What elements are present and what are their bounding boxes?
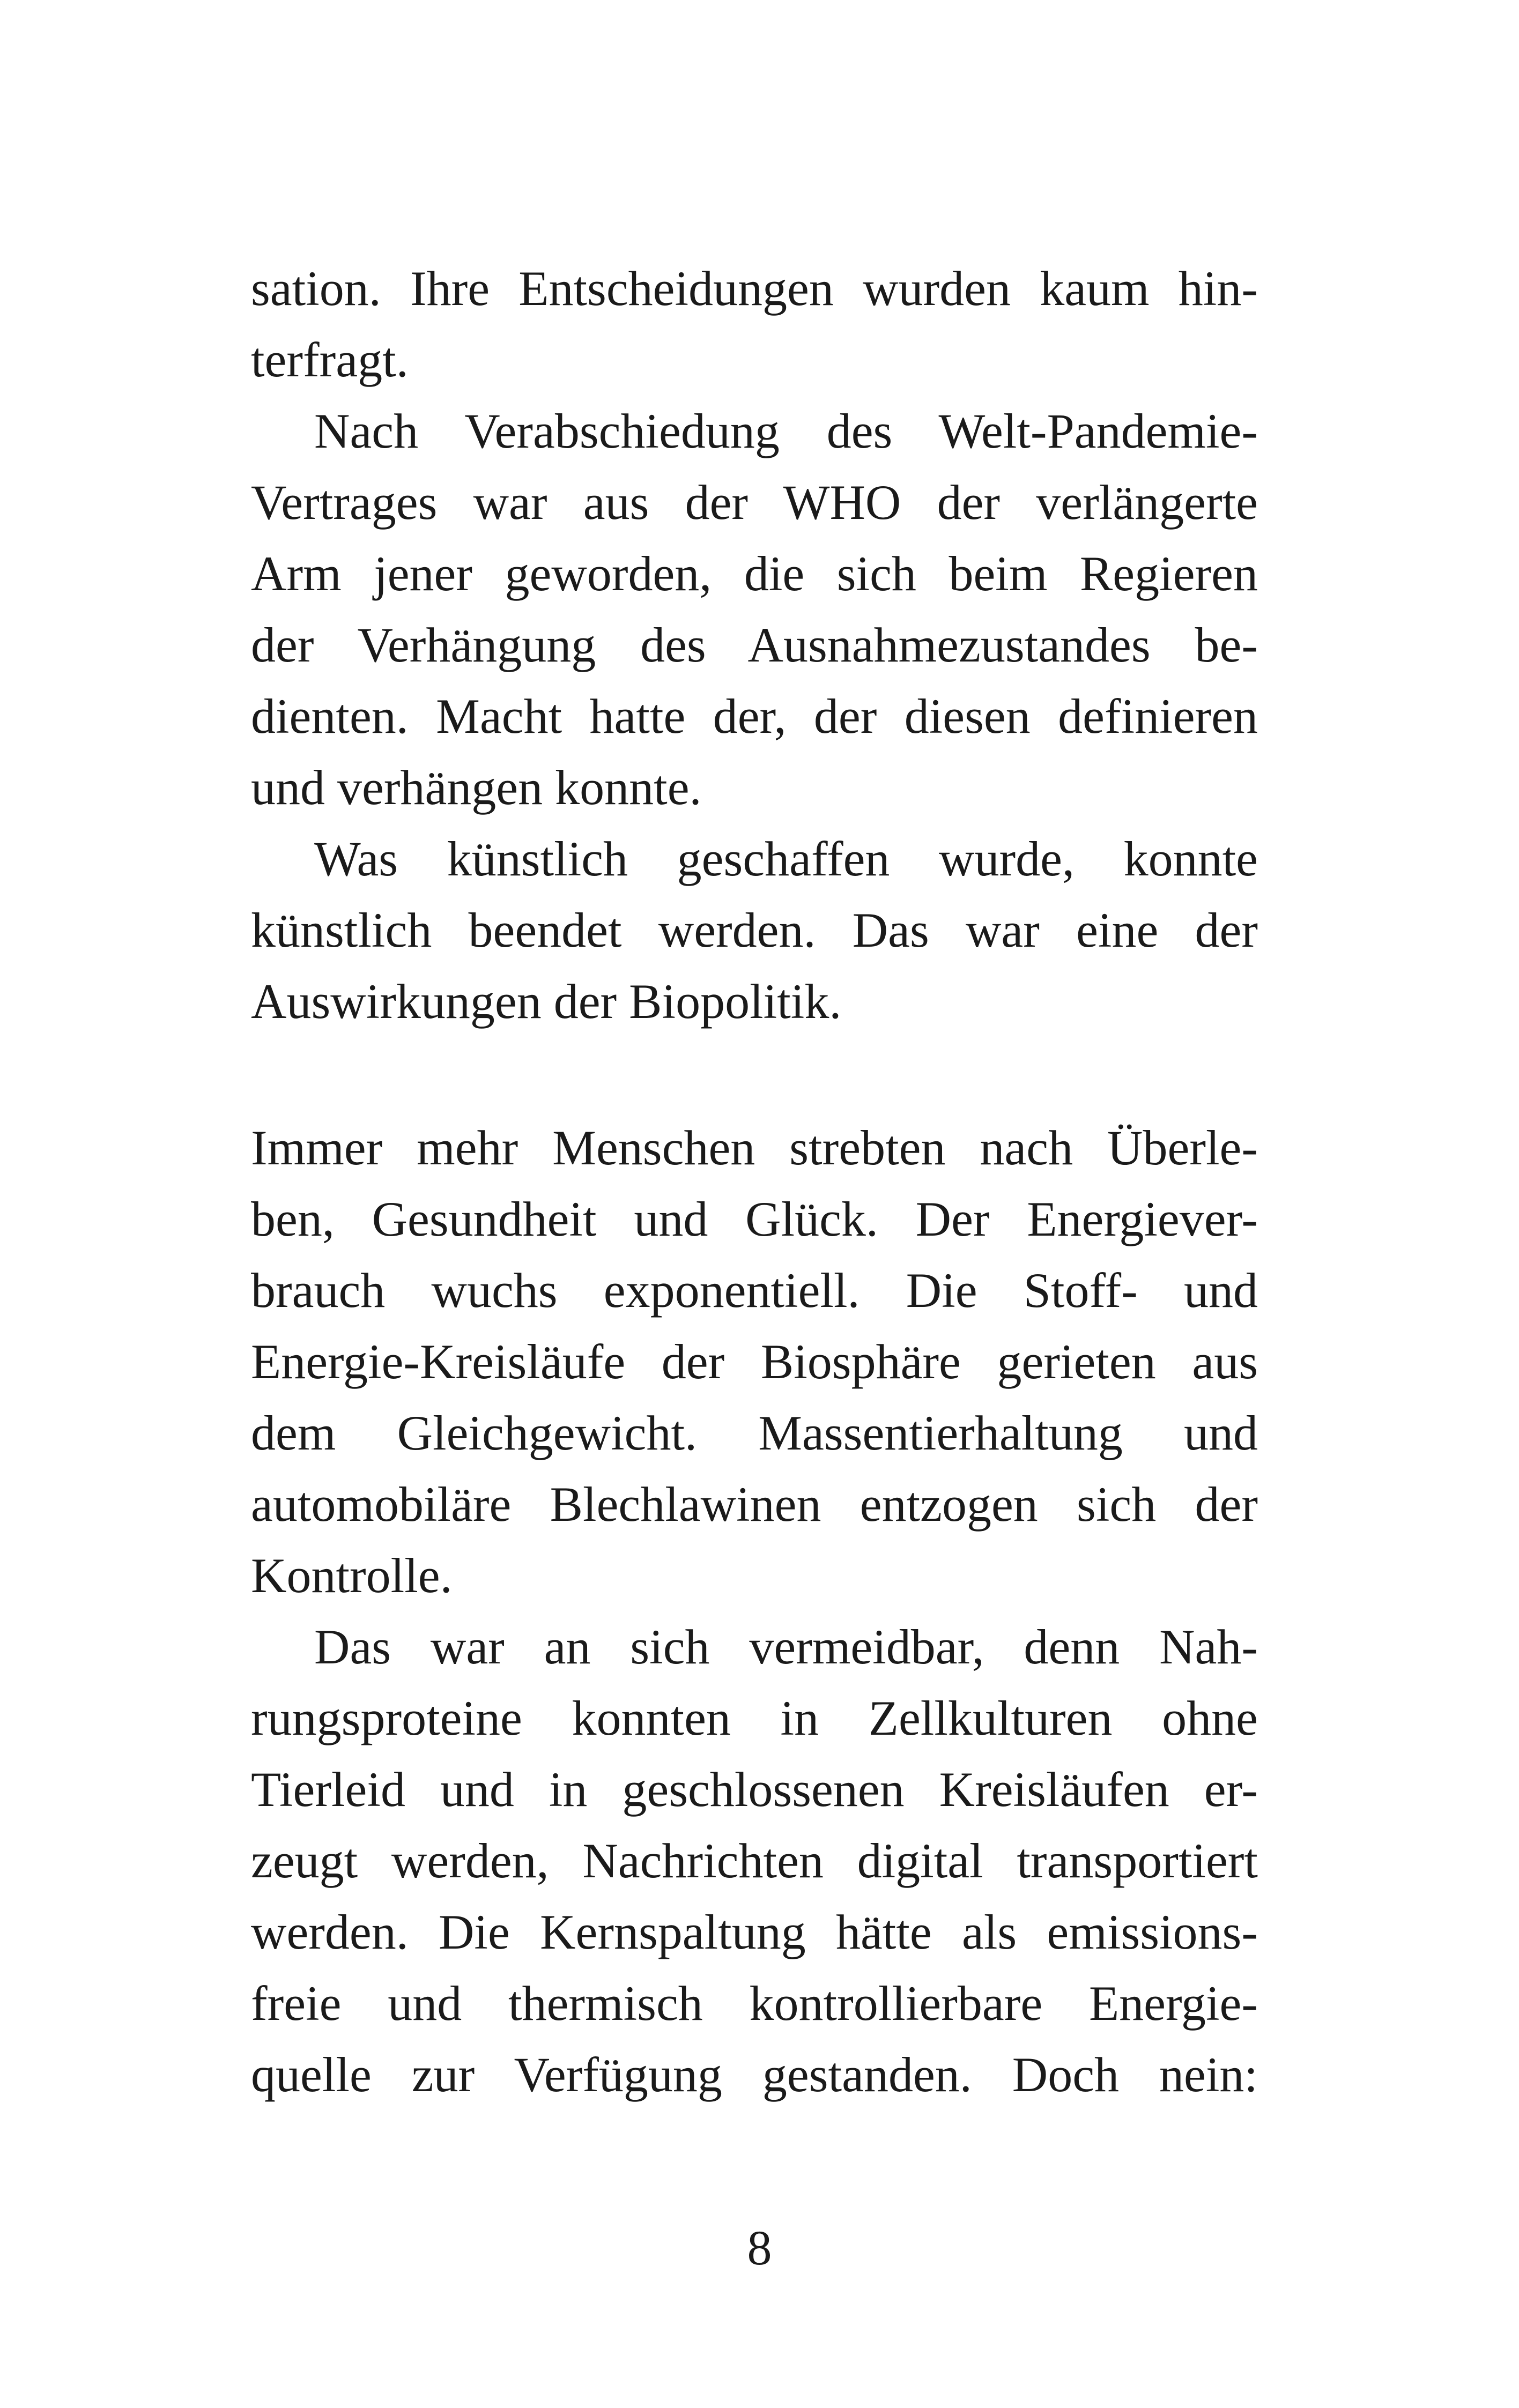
text-line: dienten. Macht hatte der, der diesen definieren bbox=[251, 689, 1258, 744]
paragraph bbox=[251, 396, 1258, 823]
text-line: terfragt. bbox=[251, 332, 409, 387]
text-line: freie und thermisch kontrollierbare Energie- bbox=[251, 1976, 1258, 2031]
text-line: Das war an sich vermeidbar, denn Nah- bbox=[314, 1619, 1258, 1674]
text-line: werden. Die Kernspaltung hätte als emissions- bbox=[251, 1905, 1258, 1959]
paragraph bbox=[251, 253, 1258, 396]
body-text bbox=[251, 253, 1258, 2110]
text-line: Arm jener geworden, die sich beim Regieren bbox=[251, 546, 1258, 601]
text-line: rungsproteine konnten in Zellkulturen ohne bbox=[251, 1691, 1258, 1745]
text-line: quelle zur Verfügung gestanden. Doch nein: bbox=[251, 2047, 1258, 2102]
paragraph bbox=[251, 1611, 1258, 2110]
text-line: sation. Ihre Entscheidungen wurden kaum hin- bbox=[251, 261, 1258, 316]
text-line: künstlich beendet werden. Das war eine der bbox=[251, 903, 1258, 957]
page-number: 8 bbox=[747, 2220, 772, 2275]
paragraph bbox=[251, 1112, 1258, 1611]
text-line: Energie-Kreisläufe der Biosphäre gerieten aus bbox=[251, 1334, 1258, 1389]
text-line: Tierleid und in geschlossenen Kreisläufen er- bbox=[251, 1762, 1258, 1817]
text-line: der Verhängung des Ausnahmezustandes be- bbox=[251, 618, 1258, 672]
text-line: und verhängen konnte. bbox=[251, 760, 702, 815]
text-line: Was künstlich geschaffen wurde, konnte bbox=[314, 831, 1258, 886]
text-line: dem Gleichgewicht. Massentierhaltung und bbox=[251, 1406, 1258, 1460]
text-line: zeugt werden, Nachrichten digital transportiert bbox=[251, 1833, 1258, 1888]
text-line: Immer mehr Menschen strebten nach Überle- bbox=[251, 1120, 1258, 1175]
text-line: Kontrolle. bbox=[251, 1548, 453, 1603]
paragraph bbox=[251, 823, 1258, 1037]
text-line: brauch wuchs exponentiell. Die Stoff- und bbox=[251, 1263, 1258, 1318]
text-line: Nach Verabschiedung des Welt-Pandemie- bbox=[314, 404, 1258, 458]
text-line: Auswirkungen der Biopolitik. bbox=[251, 974, 842, 1029]
text-line: ben, Gesundheit und Glück. Der Energiever- bbox=[251, 1192, 1258, 1246]
text-line: Vertrages war aus der WHO der verlängerte bbox=[251, 475, 1258, 530]
text-line: automobiläre Blechlawinen entzogen sich der bbox=[251, 1477, 1258, 1532]
